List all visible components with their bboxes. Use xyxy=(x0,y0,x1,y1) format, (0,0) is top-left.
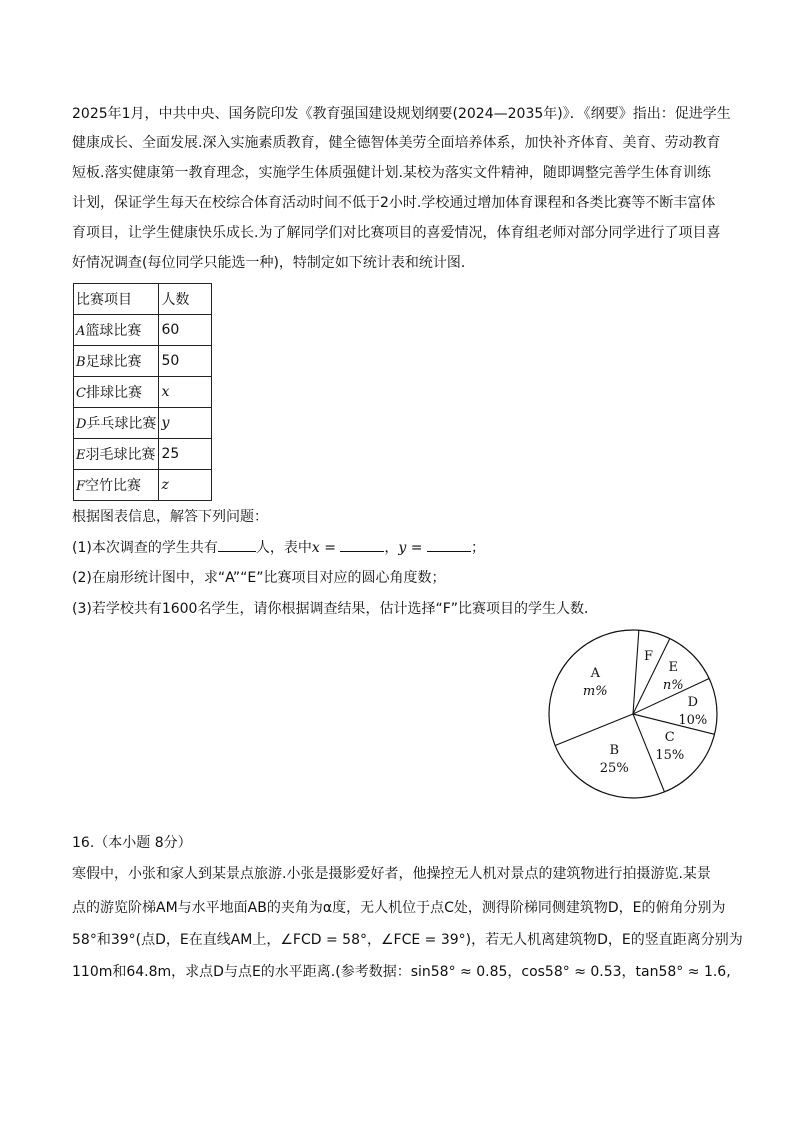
problem-16-header: 16.（本小题 8分） xyxy=(72,835,192,851)
problem-16-line: 寒假中，小张和家人到某景点旅游.小张是摄影爱好者，他操控无人机对景点的建筑物进行拍摄游览.某景 xyxy=(72,866,711,882)
table-header-item: 比赛项目 xyxy=(74,284,159,315)
table-cell-item xyxy=(74,470,159,501)
pie-slice-value: n% xyxy=(662,678,684,694)
pie-slice-label: D xyxy=(687,694,699,710)
intro-line: 育项目，让学生健康快乐成长.为了解同学们对比赛项目的喜爱情况，体育组老师对部分同学进行了项目喜 xyxy=(72,225,721,241)
table-cell-item xyxy=(74,346,159,377)
table-row xyxy=(74,408,212,439)
table-cell-count: y xyxy=(159,408,212,439)
q1-var-x: x xyxy=(311,540,320,556)
answer-blank-total[interactable] xyxy=(218,537,256,552)
table-cell-item xyxy=(74,439,159,470)
item-letter: B xyxy=(76,355,86,370)
pie-slice-value: 10% xyxy=(678,712,708,728)
pie-slice-label: B xyxy=(609,743,620,759)
pie-slice-label: F xyxy=(644,649,654,665)
answer-blank-x[interactable] xyxy=(340,537,384,552)
pie-slice-label: A xyxy=(590,666,600,682)
table-row xyxy=(74,439,212,470)
q1-var-y: y xyxy=(398,540,407,556)
pie-slice-value: 25% xyxy=(599,761,629,777)
statistics-table xyxy=(73,283,212,501)
item-name: 羽毛球比赛 xyxy=(85,447,156,463)
q1-prefix: (1)本次调查的学生共有 xyxy=(72,540,218,556)
table-cell-count: 60 xyxy=(159,315,212,346)
table-cell-count: 25 xyxy=(159,439,212,470)
pie-slice-label: E xyxy=(668,660,679,676)
question-3: (3)若学校共有1600名学生，请你根据调查结果，估计选择“F”比赛项目的学生人数． xyxy=(72,601,599,617)
q1-end: ； xyxy=(470,540,485,556)
table-cell-item xyxy=(74,315,159,346)
answer-blank-y[interactable] xyxy=(427,537,471,552)
table-row xyxy=(74,470,212,501)
intro-line: 2025年1月，中共中央、国务院印发《教育强国建设规划纲要(2024—2035年)》．《纲要》指出：促进学生 xyxy=(72,106,731,122)
table-header-count: 人数 xyxy=(159,284,212,315)
question-1 xyxy=(72,537,485,558)
question-2: (2)在扇形统计图中，求“A”“E”比赛项目对应的圆心角度数； xyxy=(72,570,446,586)
intro-line: 好情况调查(每位同学只能选一种)，特制定如下统计表和统计图． xyxy=(72,255,475,271)
pie-chart xyxy=(546,628,720,802)
table-cell-count: x xyxy=(159,377,212,408)
q1-eq1: = xyxy=(319,540,341,556)
item-letter: A xyxy=(76,324,86,339)
intro-line: 计划，保证学生每天在校综合体育活动时间不低于2小时.学校通过增加体育课程和各类比赛等不断丰富体 xyxy=(72,195,716,211)
problem-16-line: 点的游览阶梯AM与水平地面AB的夹角为α度，无人机位于点C处，测得阶梯同侧建筑物D，E的俯角分别为 xyxy=(72,900,726,916)
pie-slice-value: 15% xyxy=(655,747,685,763)
item-name: 排球比赛 xyxy=(85,385,142,401)
intro-line: 健康成长、全面发展.深入实施素质教育，健全德智体美劳全面培养体系，加快补齐体育、美育、劳动教育 xyxy=(72,135,721,151)
table-row xyxy=(74,315,212,346)
intro-line: 短板.落实健康第一教育理念，实施学生体质强健计划.某校为落实文件精神，随即调整完善学生体育训练 xyxy=(72,165,711,181)
item-letter: F xyxy=(76,479,86,494)
item-letter: E xyxy=(76,448,86,463)
q1-sep: ， xyxy=(384,540,399,556)
item-name: 空竹比赛 xyxy=(85,478,142,494)
table-row xyxy=(74,346,212,377)
table-cell-count: z xyxy=(159,470,212,501)
item-name: 足球比赛 xyxy=(85,354,142,370)
pie-slice-value: m% xyxy=(582,684,608,700)
table-header-row xyxy=(74,284,212,315)
table-cell-item xyxy=(74,408,159,439)
table-row xyxy=(74,377,212,408)
questions-intro: 根据图表信息，解答下列问题： xyxy=(72,509,268,525)
item-letter: D xyxy=(76,417,87,432)
problem-16-line: 58°和39°(点D，E在直线AM上，∠FCD = 58°，∠FCE = 39°)，若无人机离建筑物D，E的竖直距离分别为 xyxy=(72,932,743,948)
item-name: 乒乓球比赛 xyxy=(86,416,157,432)
item-name: 篮球比赛 xyxy=(85,323,142,339)
table-cell-count: 50 xyxy=(159,346,212,377)
problem-16-line: 110m和64.8m，求点D与点E的水平距离.(参考数据：sin58° ≈ 0.85，cos58° ≈ 0.53，tan58° ≈ 1.6, xyxy=(72,964,731,980)
pie-slice-label: C xyxy=(664,729,675,745)
q1-eq2: = xyxy=(406,540,427,556)
q1-mid: 人，表中 xyxy=(255,540,312,556)
item-letter: C xyxy=(76,386,86,401)
table-cell-item xyxy=(74,377,159,408)
